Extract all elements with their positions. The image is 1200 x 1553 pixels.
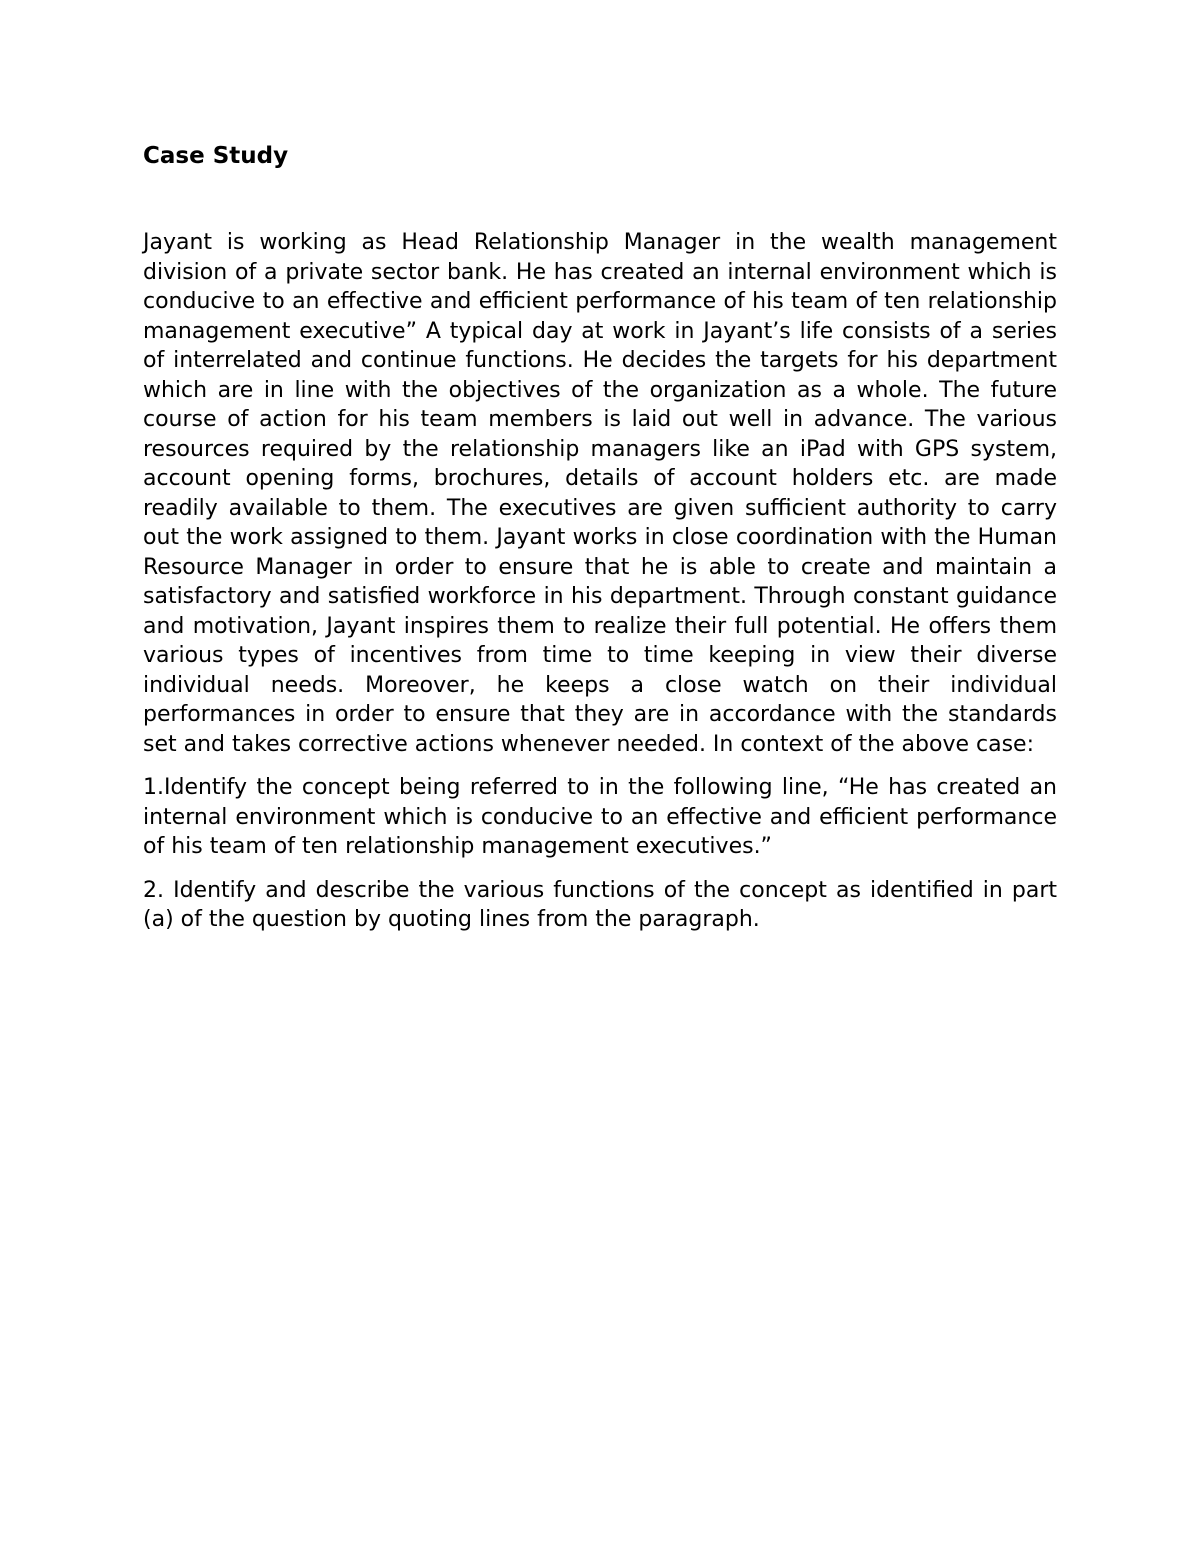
document-title: Case Study xyxy=(143,143,289,169)
question-2: 2. Identify and describe the various functions of the concept as identified in part (a) of the question by quoting lines from the paragraph. xyxy=(143,877,1057,932)
document-content xyxy=(143,140,1057,949)
question-1: 1.Identify the concept being referred to in the following line, “He has created an internal environment which is conducive to an effective and efficient performance of his team of ten relationship management executives.” xyxy=(143,775,1057,859)
case-paragraph: Jayant is working as Head Relationship Manager in the wealth management division of a private sector bank. He has created an internal environment which is conducive to an effective and efficient performance of his team of ten relationship management executive” A typical day at work in Jayant’s life consists of a series of interrelated and continue functions. He decides the targets for his department which are in line with the objectives of the organization as a whole. The future course of action for his team members is laid out well in advance. The various resources required by the relationship managers like an iPad with GPS system, account opening forms, brochures, details of account holders etc. are made readily available to them. The executives are given sufficient authority to carry out the work assigned to them. Jayant works in close coordination with the Human Resource Manager in order to ensure that he is able to create and maintain a satisfactory and satisfied workforce in his department. Through constant guidance and motivation, Jayant inspires them to realize their full potential. He offers them various types of incentives from time to time keeping in view their diverse individual needs. Moreover, he keeps a close watch on their individual performances in order to ensure that they are in accordance with the standards set and takes corrective actions whenever needed. In context of the above case: xyxy=(143,230,1057,757)
